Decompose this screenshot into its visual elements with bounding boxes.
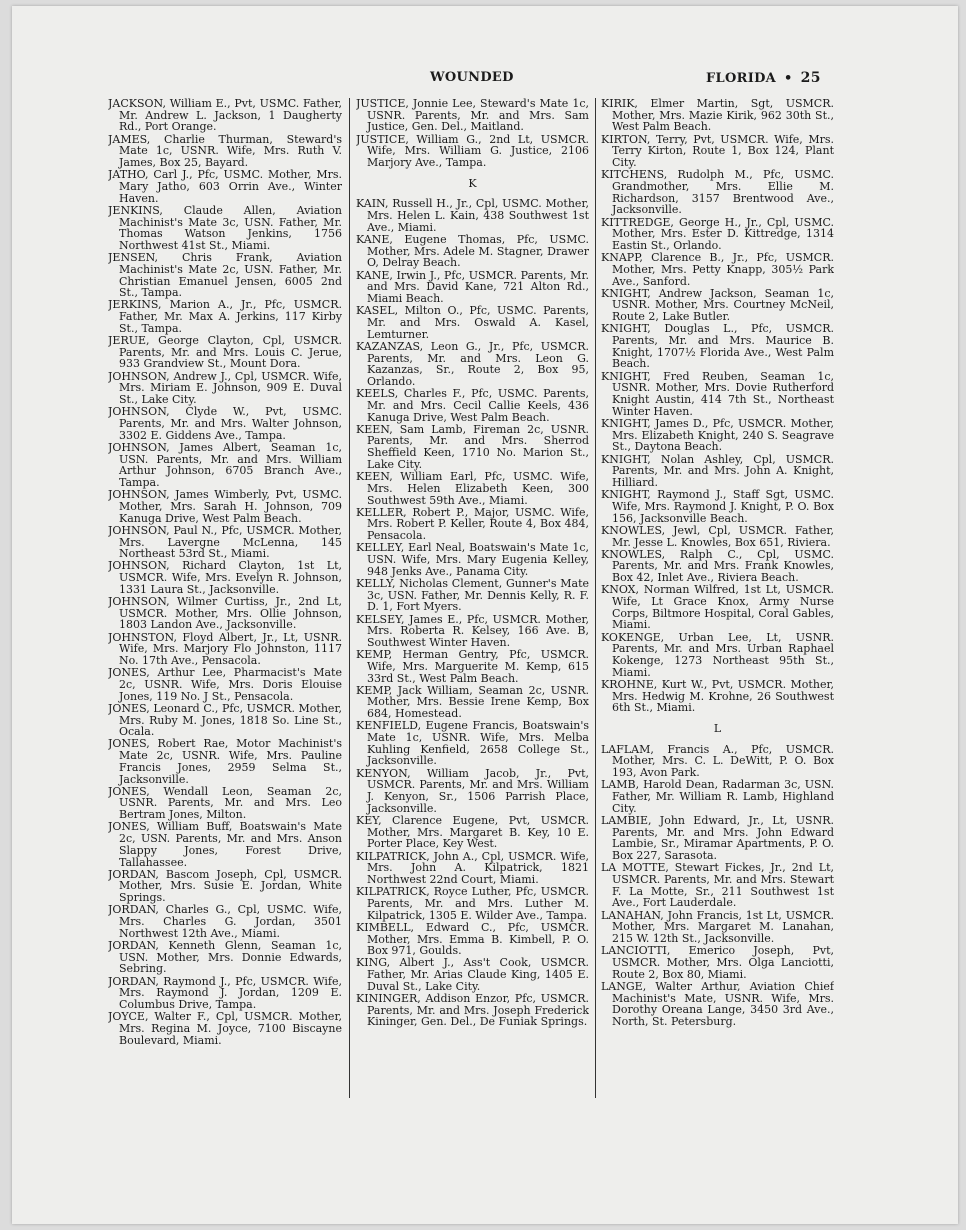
- entries-j-tail: [356, 98, 589, 169]
- header-right: [706, 70, 821, 86]
- list-item: KININGER, Addison Enzor, Pfc, USMCR. Parents, Mr. and Mrs. Joseph Frederick Kininger, Gen. Del., De Funiak Springs.: [356, 992, 589, 1029]
- column-3: [601, 98, 834, 1098]
- document-page: [12, 6, 958, 1224]
- list-item: JUSTICE, William G., 2nd Lt, USMCR. Wife, Mrs. William G. Justice, 2106 Marjory Ave., Tampa.: [356, 132, 589, 170]
- list-item: JAMES, Charlie Thurman, Steward's Mate 1c, USNR. Wife, Mrs. Ruth V. James, Box 25, Bayard.: [108, 132, 342, 170]
- section-letter-k: K: [468, 176, 477, 190]
- list-item: LANCIOTTI, Emerico Joseph, Pvt, USMCR. Mother, Mrs. Olga Lanciotti, Route 2, Box 80, Miami.: [601, 944, 834, 981]
- section-title: WOUNDED: [430, 70, 514, 85]
- column-1: [108, 98, 342, 1098]
- list-item: JOHNSON, Clyde W., Pvt, USMC. Parents, Mr. and Mrs. Walter Johnson, 3302 E. Giddens Ave., Tampa.: [108, 405, 342, 442]
- list-item: KELLEY, Earl Neal, Boatswain's Mate 1c, USN. Wife, Mrs. Mary Eugenia Kelley, 948 Jenks Ave., Panama City.: [356, 541, 589, 578]
- list-item: JUSTICE, Jonnie Lee, Steward's Mate 1c, USNR. Parents, Mr. and Mrs. Sam Justice, Gen. Del., Maitland.: [356, 98, 589, 134]
- list-item: JATHO, Carl J., Pfc, USMC. Mother, Mrs. Mary Jatho, 603 Orrin Ave., Winter Haven.: [108, 168, 342, 205]
- page-number: 25: [800, 70, 821, 86]
- entries-k: [356, 198, 589, 1028]
- list-item: KEMP, Jack William, Seaman 2c, USNR. Mother, Mrs. Bessie Irene Kemp, Box 684, Homestead.: [356, 683, 589, 721]
- list-item: JOHNSON, Andrew J., Cpl, USMCR. Wife, Mrs. Miriam E. Johnson, 909 E. Duval St., Lake City.: [108, 369, 342, 407]
- list-item: JORDAN, Bascom Joseph, Cpl, USMCR. Mother, Mrs. Susie E. Jordan, White Springs.: [108, 867, 342, 905]
- list-item: LAFLAM, Francis A., Pfc, USMCR. Mother, Mrs. C. L. DeWitt, P. O. Box 193, Avon Park.: [601, 742, 834, 780]
- list-item: JONES, William Buff, Boatswain's Mate 2c, USN. Parents, Mr. and Mrs. Anson Slappy Jones, Forest Drive, Tallahassee.: [108, 820, 342, 869]
- page-header: [12, 70, 958, 90]
- list-item: JORDAN, Charles G., Cpl, USMC. Wife, Mrs. Charles G. Jordan, 3501 Northwest 12th Ave., Miami.: [108, 903, 342, 940]
- list-item: JONES, Wendall Leon, Seaman 2c, USNR. Parents, Mr. and Mrs. Leo Bertram Jones, Milton.: [108, 784, 342, 822]
- list-item: JENKINS, Claude Allen, Aviation Machinist's Mate 3c, USN. Father, Mr. Thomas Watson Jenkins, 1756 Northwest 41st St., Miami.: [108, 203, 342, 252]
- list-item: KELSEY, James E., Pfc, USMCR. Mother, Mrs. Roberta R. Kelsey, 166 Ave. B, Southwest Winter Haven.: [356, 612, 589, 649]
- list-item: KEEN, William Earl, Pfc, USMC. Wife, Mrs. Helen Elizabeth Keen, 300 Southwest 59th Ave., Miami.: [356, 470, 589, 507]
- list-item: KNIGHT, Nolan Ashley, Cpl, USMCR. Parents, Mr. and Mrs. John A. Knight, Hilliard.: [601, 452, 834, 489]
- list-item: JORDAN, Kenneth Glenn, Seaman 1c, USN. Mother, Mrs. Donnie Edwards, Sebring.: [108, 938, 342, 976]
- list-item: KIRIK, Elmer Martin, Sgt, USMCR. Mother, Mrs. Mazie Kirik, 962 30th St., West Palm Beach.: [601, 98, 834, 134]
- list-item: KNOWLES, Jewl, Cpl, USMCR. Father, Mr. Jesse L. Knowles, Box 651, Riviera.: [601, 523, 834, 549]
- list-item: JONES, Robert Rae, Motor Machinist's Mate 2c, USNR. Wife, Mrs. Pauline Francis Jones, 2959 Selma St., Jacksonville.: [108, 737, 342, 786]
- list-item: LAMBIE, John Edward, Jr., Lt, USNR. Parents, Mr. and Mrs. John Edward Lambie, Sr., Miramar Apartments, P. O. Box 227, Sarasota.: [601, 813, 834, 863]
- list-item: JERUE, George Clayton, Cpl, USMCR. Parents, Mr. and Mrs. Louis C. Jerue, 933 Grandview St., Mount Dora.: [108, 334, 342, 371]
- list-item: KIMBELL, Edward C., Pfc, USMCR. Mother, Mrs. Emma B. Kimbell, P. O. Box 971, Goulds.: [356, 920, 589, 958]
- list-item: KNIGHT, Raymond J., Staff Sgt, USMC. Wife, Mrs. Raymond J. Knight, P. O. Box 156, Jacksonville Beach.: [601, 488, 834, 525]
- list-item: LAMB, Harold Dean, Radarman 3c, USN. Father, Mr. William R. Lamb, Highland City.: [601, 778, 834, 815]
- list-item: JORDAN, Raymond J., Pfc, USMCR. Wife, Mrs. Raymond J. Jordan, 1209 E. Columbus Drive, Tampa.: [108, 974, 342, 1011]
- list-item: KANE, Irwin J., Pfc, USMCR. Parents, Mr. and Mrs. David Kane, 721 Alton Rd., Miami Beach.: [356, 268, 589, 306]
- list-item: KAZANZAS, Leon G., Jr., Pfc, USMCR. Parents, Mr. and Mrs. Leon G. Kazanzas, Sr., Route 2, Box 95, Orlando.: [356, 339, 589, 388]
- state-name: FLORIDA: [706, 71, 777, 86]
- list-item: JOHNSTON, Floyd Albert, Jr., Lt, USNR. Wife, Mrs. Marjory Flo Johnston, 1117 No. 17th Ave., Pensacola.: [108, 630, 342, 668]
- list-item: JERKINS, Marion A., Jr., Pfc, USMCR. Father, Mr. Max A. Jerkins, 117 Kirby St., Tampa.: [108, 298, 342, 335]
- list-item: KANE, Eugene Thomas, Pfc, USMC. Mother, Mrs. Adele M. Stagner, Drawer O, Delray Beach.: [356, 233, 589, 270]
- entries-k-tail: [601, 98, 834, 714]
- list-item: JONES, Leonard C., Pfc, USMCR. Mother, Mrs. Ruby M. Jones, 1818 So. Line St., Ocala.: [108, 701, 342, 739]
- list-item: KEMP, Herman Gentry, Pfc, USMCR. Wife, Mrs. Marguerite M. Kemp, 615 33rd St., West Palm Beach.: [356, 648, 589, 685]
- list-item: KENYON, William Jacob, Jr., Pvt, USMCR. Parents, Mr. and Mrs. William J. Kenyon, Sr., 1506 Parrish Place, Jacksonville.: [356, 766, 589, 815]
- list-item: KOKENGE, Urban Lee, Lt, USNR. Parents, Mr. and Mrs. Urban Raphael Kokenge, 1273 Northeast 95th St., Miami.: [601, 630, 834, 679]
- list-item: KITTREDGE, George H., Jr., Cpl, USMC. Mother, Mrs. Ester D. Kittredge, 1314 Eastin St., Orlando.: [601, 215, 834, 252]
- list-item: KILPATRICK, John A., Cpl, USMCR. Wife, Mrs. John A. Kilpatrick, 1821 Northwest 22nd Court, Miami.: [356, 849, 589, 886]
- list-item: KNOWLES, Ralph C., Cpl, USMC. Parents, Mr. and Mrs. Frank Knowles, Box 42, Inlet Ave., Riviera Beach.: [601, 547, 834, 585]
- list-item: JOHNSON, Paul N., Pfc, USMCR. Mother, Mrs. Lavergne McLenna, 145 Northeast 53rd St., Miami.: [108, 523, 342, 561]
- bullet-icon: •: [784, 71, 793, 86]
- list-item: JOHNSON, James Wimberly, Pvt, USMC. Mother, Mrs. Sarah H. Johnson, 709 Kanuga Drive, West Palm Beach.: [108, 488, 342, 525]
- list-item: KELLY, Nicholas Clement, Gunner's Mate 3c, USN. Father, Mr. Dennis Kelly, R. F. D. 1, Fort Myers.: [356, 576, 589, 614]
- list-item: KING, Albert J., Ass't Cook, USMCR. Father, Mr. Arias Claude King, 1405 E. Duval St., Lake City.: [356, 956, 589, 993]
- list-item: KILPATRICK, Royce Luther, Pfc, USMCR. Parents, Mr. and Mrs. Luther M. Kilpatrick, 1305 E. Wilder Ave., Tampa.: [356, 885, 589, 922]
- column-2: [356, 98, 589, 1098]
- entries-l: [601, 744, 834, 1028]
- list-item: JENSEN, Chris Frank, Aviation Machinist's Mate 2c, USN. Father, Mr. Christian Emanuel Jensen, 6005 2nd St., Tampa.: [108, 251, 342, 300]
- list-item: KNIGHT, Douglas L., Pfc, USMCR. Parents, Mr. and Mrs. Maurice B. Knight, 1707½ Florida Ave., West Palm Beach.: [601, 322, 834, 371]
- list-item: KENFIELD, Eugene Francis, Boatswain's Mate 1c, USNR. Wife, Mrs. Melba Kuhling Kenfield, 2658 College St., Jacksonville.: [356, 719, 589, 768]
- column-divider: [595, 98, 596, 1098]
- section-letter-l: L: [713, 722, 722, 736]
- list-item: KEEN, Sam Lamb, Fireman 2c, USNR. Parents, Mr. and Mrs. Sherrod Sheffield Keen, 1710 No. Marion St., Lake City.: [356, 422, 589, 471]
- list-item: KNIGHT, Andrew Jackson, Seaman 1c, USNR. Mother, Mrs. Courtney McNeil, Route 2, Lake Butler.: [601, 286, 834, 324]
- list-item: JOHNSON, Wilmer Curtiss, Jr., 2nd Lt, USMCR. Mother, Mrs. Ollie Johnson, 1803 Landon Ave., Jacksonville.: [108, 595, 342, 632]
- list-item: JOHNSON, James Albert, Seaman 1c, USN. Parents, Mr. and Mrs. William Arthur Johnson, 6705 Branch Ave., Tampa.: [108, 440, 342, 489]
- list-item: KITCHENS, Rudolph M., Pfc, USMC. Grandmother, Mrs. Ellie M. Richardson, 3157 Brentwood Ave., Jacksonville.: [601, 168, 834, 217]
- list-item: KNIGHT, Fred Reuben, Seaman 1c, USNR. Mother, Mrs. Dovie Rutherford Knight Austin, 414 7th St., Northeast Winter Haven.: [601, 369, 834, 418]
- column-divider: [349, 98, 350, 1098]
- list-item: KASEL, Milton O., Pfc, USMC. Parents, Mr. and Mrs. Oswald A. Kasel, Lemturner.: [356, 304, 589, 341]
- list-item: KEELS, Charles F., Pfc, USMC. Parents, Mr. and Mrs. Cecil Callie Keels, 436 Kanuga Drive, West Palm Beach.: [356, 387, 589, 424]
- list-item: KROHNE, Kurt W., Pvt, USMCR. Mother, Mrs. Hedwig M. Krohne, 26 Southwest 6th St., Miami.: [601, 677, 834, 715]
- list-item: JOHNSON, Richard Clayton, 1st Lt, USMCR. Wife, Mrs. Evelyn R. Johnson, 1331 Laura St., Jacksonville.: [108, 559, 342, 596]
- list-item: JOYCE, Walter F., Cpl, USMCR. Mother, Mrs. Regina M. Joyce, 7100 Biscayne Boulevard, Miami.: [108, 1010, 342, 1047]
- list-item: LA MOTTE, Stewart Fickes, Jr., 2nd Lt, USMCR. Parents, Mr. and Mrs. Stewart F. La Motte, Sr., 211 Southwest 1st Ave., Fort Lauderdale.: [601, 861, 834, 910]
- list-item: LANAHAN, John Francis, 1st Lt, USMCR. Mother, Mrs. Margaret M. Lanahan, 215 W. 12th St., Jacksonville.: [601, 908, 834, 946]
- list-item: LANGE, Walter Arthur, Aviation Chief Machinist's Mate, USNR. Wife, Mrs. Dorothy Oreana Lange, 3450 3rd Ave., North, St. Petersburg.: [601, 979, 834, 1028]
- list-item: KEY, Clarence Eugene, Pvt, USMCR. Mother, Mrs. Margaret B. Key, 10 E. Porter Place, Key West.: [356, 813, 589, 851]
- list-item: KELLER, Robert P., Major, USMC. Wife, Mrs. Robert P. Keller, Route 4, Box 484, Pensacola.: [356, 505, 589, 543]
- list-item: KNOX, Norman Wilfred, 1st Lt, USMCR. Wife, Lt Grace Knox, Army Nurse Corps, Biltmore Hospital, Coral Gables, Miami.: [601, 583, 834, 632]
- list-item: JACKSON, William E., Pvt, USMC. Father, Mr. Andrew L. Jackson, 1 Daugherty Rd., Port Orange.: [108, 98, 342, 134]
- list-item: KAIN, Russell H., Jr., Cpl, USMC. Mother, Mrs. Helen L. Kain, 438 Southwest 1st Ave., Miami.: [356, 197, 589, 234]
- list-item: KIRTON, Terry, Pvt, USMCR. Wife, Mrs. Terry Kirton, Route 1, Box 124, Plant City.: [601, 132, 834, 170]
- list-item: KNIGHT, James D., Pfc, USMCR. Mother, Mrs. Elizabeth Knight, 240 S. Seagrave St., Daytona Beach.: [601, 416, 834, 454]
- list-item: JONES, Arthur Lee, Pharmacist's Mate 2c, USNR. Wife, Mrs. Doris Elouise Jones, 119 No. J St., Pensacola.: [108, 666, 342, 703]
- list-item: KNAPP, Clarence B., Jr., Pfc, USMCR. Mother, Mrs. Petty Knapp, 305½ Park Ave., Sanford.: [601, 251, 834, 288]
